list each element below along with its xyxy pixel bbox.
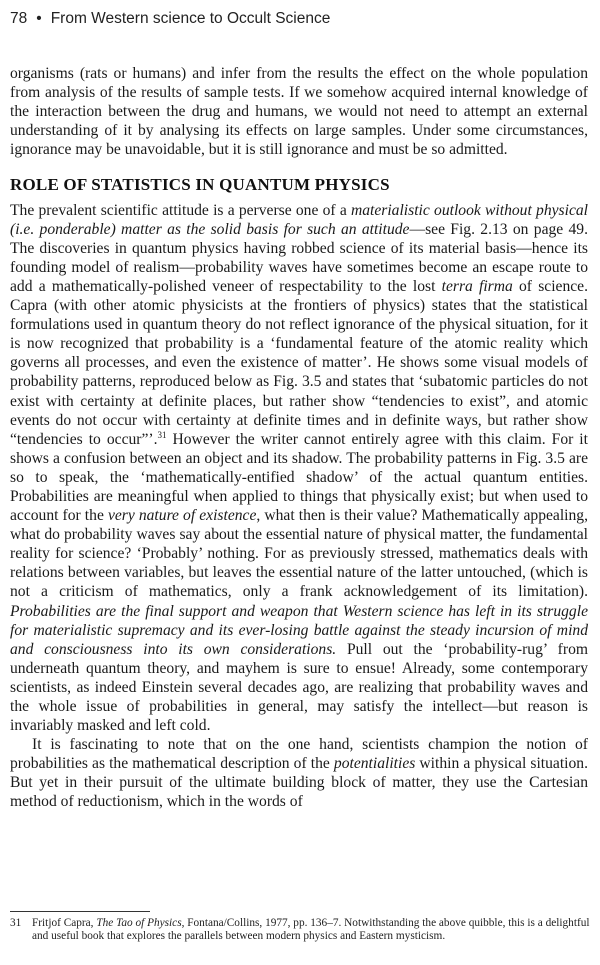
footnote-book-title: The Tao of Physics bbox=[96, 917, 182, 930]
para2-text-g: However the writer cannot entirely agree with this claim. For it shows a confusion between an object and its shadow. The probability patterns in Fig. 3.5 are so to speak, the ‘mathematically-entified shadow’ of the actual quantum entities. Probabilities are meaningful when applied to things that physically exist; but when used to account for the bbox=[10, 430, 588, 525]
para2-text-i: , what then is their value? Mathematically appealing, what do probability waves say about the essential nature of physical matter, the fundamental reality for science? ‘Probably’ nothing. For as previously stressed, mathematics deals with relations between variables, but leaves the essential nature of the latter untouched, (which is not a criticism of mathematics, only a frank acknowledgement of its limitation). bbox=[10, 507, 588, 601]
footnote-text-c: , Fontana/Collins, 1977, pp. 136–7. Notwithstanding the above quibble, this is a delightful and useful book that explores the parallels between modern physics and Eastern mysticism. bbox=[32, 917, 590, 943]
para2-italic-b: materialistic outlook without physical (i.e. ponderable) matter as the solid basis for such an attitude bbox=[10, 201, 588, 238]
footnote bbox=[10, 917, 590, 944]
footnote-ref[interactable]: 31 bbox=[157, 429, 167, 440]
para2-text-k: Pull out the ‘probability-rug’ from underneath quantum theory, and mayhem is sure to ensue! Already, some contemporary scientists, as indeed Einstein several decades ago, are realizing that probability waves and the whole issue of probabilities in general, may satisfy the intellect—but reason is invariably masked and left cold. bbox=[10, 640, 588, 735]
footnote-number: 31 bbox=[10, 917, 22, 929]
chapter-title: From Western science to Occult Science bbox=[50, 10, 331, 27]
para2-italic-j: Probabilities are the final support and weapon that Western science has left in its struggle for materialistic supremacy and its ever-losing battle against the steady incursion of mind and consciousness into its own considerations. bbox=[10, 602, 588, 658]
para2-text-c: —see Fig. 2.13 on page 49. The discoveries in quantum physics having robbed science of its material basis—hence its founding model of realism—probability waves have sometimes become an escape route to add a mathematically-polished veneer of respectability to the lost bbox=[10, 220, 588, 295]
footnote-text-a: Fritjof Capra, bbox=[32, 917, 97, 930]
footnote-divider bbox=[10, 911, 150, 912]
body-text bbox=[10, 64, 588, 812]
running-head-separator: • bbox=[36, 10, 42, 27]
paragraph-1: organisms (rats or humans) and infer from the results the effect on the whole population from analysis of the results of sample tests. If we somehow acquired internal knowledge of the interaction between the drug and humans, we would not need to attempt an external understanding of it by analysing its effects on large samples. Under some circumstances, ignorance may be unavoidable, but it is still ignorance and must be so admitted. bbox=[10, 65, 588, 159]
para3-text-a: It is fascinating to note that on the one hand, scientists champion the notion of probabilities as the mathematical description of the bbox=[10, 736, 588, 773]
paragraph-3 bbox=[10, 735, 588, 811]
para2-text-e: of science. Capra (with other atomic physicists at the frontiers of physics) states that the statistical formulations used in quantum theory do not reflect ignorance of the physical situation, for it is now recognized that probability is a ‘fundamental feature of the atomic reality which governs all processes, and even the existence of matter’. He shows some visual models of probability patterns, reproduced below as Fig. 3.5 and states that ‘subatomic particles do not exist with certainty at definite places, but rather show “tendencies to exist”, and atomic events do not occur with certainty at definite times and in definite ways, but rather show “tendencies to occur”’. bbox=[10, 277, 588, 448]
para2-italic-h: very nature of existence bbox=[107, 507, 257, 525]
footnote-text bbox=[10, 917, 590, 944]
page-number: 78 bbox=[10, 10, 28, 27]
para3-text-c: within a physical situation. But yet in their pursuit of the ultimate building block of matter, they use the Cartesian method of reductionism, which in the words of bbox=[10, 755, 588, 811]
para2-italic-d: terra firma bbox=[441, 277, 513, 295]
running-head bbox=[10, 10, 330, 28]
paragraph-2 bbox=[10, 201, 588, 736]
para3-italic-b: potentialities bbox=[333, 755, 416, 773]
para2-text-a: The prevalent scientific attitude is a perverse one of a bbox=[10, 201, 351, 219]
section-heading: ROLE OF STATISTICS IN QUANTUM PHYSICS bbox=[10, 175, 390, 195]
